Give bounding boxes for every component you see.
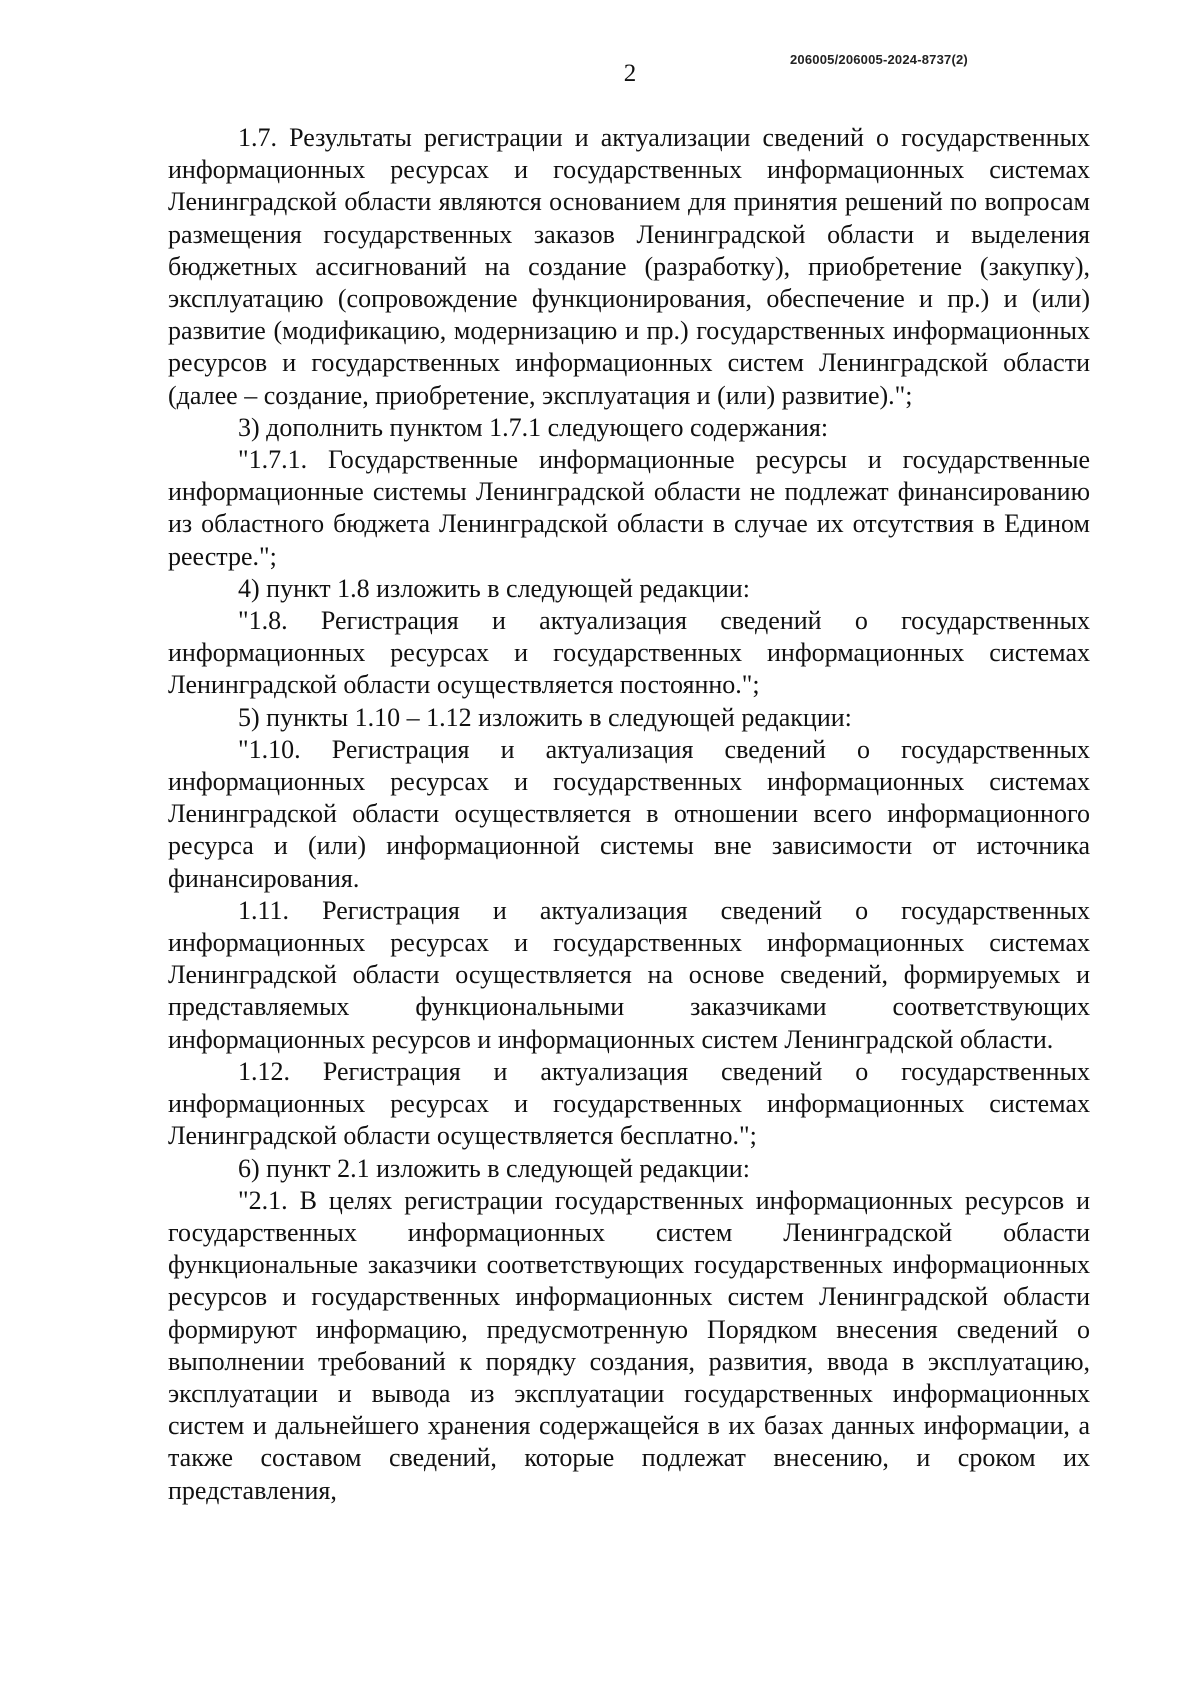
paragraph-2-1: "2.1. В целях регистрации государственных информационных ресурсов и государственных информационных систем Ленинградской области функциональные заказчики соответствующих государственных информационных ресурсов и государственных информационных систем Ленинградской области формируют информацию, предусмотренную Порядком внесения сведений о выполнении требований к порядку создания, развития, ввода в эксплуатацию, эксплуатации и вывода из эксплуатации государственных информационных систем и дальнейшего хранения содержащейся в их базах данных информации, а также составом сведений, которые подлежат внесению, и сроком их представления, bbox=[168, 1185, 1090, 1505]
page-number: 2 bbox=[623, 60, 637, 87]
paragraph-item-6: 6) пункт 2.1 изложить в следующей редакции: bbox=[238, 1153, 750, 1183]
paragraph-item-4: 4) пункт 1.8 изложить в следующей редакции: bbox=[238, 573, 750, 603]
paragraph-item-5: 5) пункты 1.10 – 1.12 изложить в следующей редакции: bbox=[238, 702, 852, 732]
paragraph-1-11: 1.11. Регистрация и актуализация сведений о государственных информационных ресурсах и государственных информационных системах Ленинградской области осуществляется на основе сведений, формируемых и представляемых функциональными заказчиками соответствующих информационных ресурсов и информационных систем Ленинградской области. bbox=[168, 895, 1090, 1054]
document-body bbox=[168, 122, 1090, 1507]
paragraph-1-7: 1.7. Результаты регистрации и актуализации сведений о государственных информационных ресурсах и государственных информационных системах Ленинградской области являются основанием для принятия решений по вопросам размещения государственных заказов Ленинградской области и выделения бюджетных ассигнований на создание (разработку), приобретение (закупку), эксплуатацию (сопровождение функционирования, обеспечение и пр.) и (или) развитие (модификацию, модернизацию и пр.) государственных информационных ресурсов и государственных информационных систем Ленинградской области (далее – создание, приобретение, эксплуатация и (или) развитие)."; bbox=[168, 123, 1090, 410]
paragraph-1-7-1: "1.7.1. Государственные информационные ресурсы и государственные информационные системы Ленинградской области не подлежат финансированию из областного бюджета Ленинградской области в случае их отсутствия в Едином реестре."; bbox=[168, 445, 1090, 571]
document-id: 206005/206005-2024-8737(2) bbox=[790, 52, 968, 67]
paragraph-1-10: "1.10. Регистрация и актуализация сведений о государственных информационных ресурсах и государственных информационных системах Ленинградской области осуществляется в отношении всего информационного ресурса и (или) информационной системы вне зависимости от источника финансирования. bbox=[168, 734, 1090, 893]
paragraph-item-3: 3) дополнить пунктом 1.7.1 следующего содержания: bbox=[238, 412, 829, 442]
paragraph-1-12: 1.12. Регистрация и актуализация сведений о государственных информационных ресурсах и государственных информационных системах Ленинградской области осуществляется бесплатно."; bbox=[168, 1056, 1090, 1151]
paragraph-1-8: "1.8. Регистрация и актуализация сведений о государственных информационных ресурсах и государственных информационных системах Ленинградской области осуществляется постоянно."; bbox=[168, 606, 1090, 700]
